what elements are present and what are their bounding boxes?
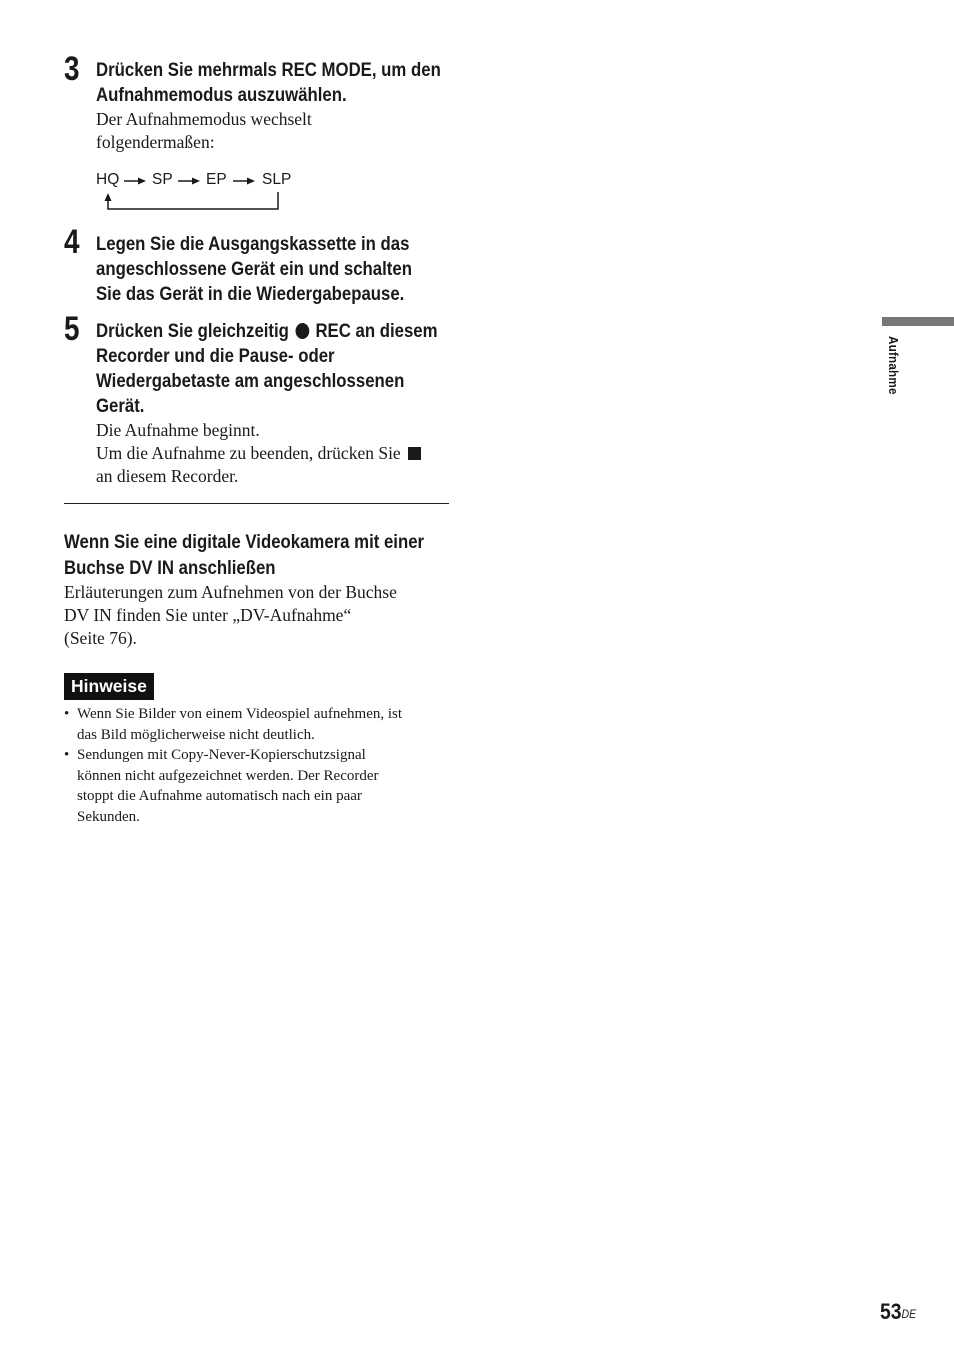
step-3-heading-line: Drücken Sie mehrmals REC MODE, um den xyxy=(96,59,441,81)
mode-slp: SLP xyxy=(262,171,292,188)
step-5-heading-line: Gerät. xyxy=(96,395,145,417)
step-3-body xyxy=(96,108,312,154)
note-line: • Sendungen mit Copy-Never-Kopierschutzsignal xyxy=(77,747,366,763)
page-language-suffix: DE xyxy=(901,1307,917,1321)
record-mode-cycle-diagram xyxy=(96,170,316,215)
arrow-slp-back-to-hq xyxy=(108,192,278,209)
step-4-heading xyxy=(96,232,455,307)
stop-icon xyxy=(408,447,421,460)
note-item xyxy=(64,745,454,827)
step-5-body-text: Um die Aufnahme zu beenden, drücken Sie xyxy=(96,443,401,463)
page-number xyxy=(880,1299,916,1325)
side-tab-bar xyxy=(882,317,954,326)
step-5-body xyxy=(96,419,456,488)
note-line: Sekunden. xyxy=(77,808,140,825)
step-5-heading-text: Drücken Sie gleichzeitig xyxy=(96,320,289,342)
note-line: • Wenn Sie Bilder von einem Videospiel aufnehmen, ist xyxy=(77,706,403,722)
step-5-heading-line xyxy=(96,319,455,344)
step-5-heading-text: REC an diesem xyxy=(315,320,438,342)
step-5-heading-line: Wiedergabetaste am angeschlossenen xyxy=(96,370,405,392)
step-5-body-line xyxy=(96,442,456,465)
note-item xyxy=(64,704,454,745)
step-3-heading-line: Aufnahmemodus auszuwählen. xyxy=(96,84,347,106)
dv-section-body-line: Erläuterungen zum Aufnehmen von der Buchse xyxy=(64,582,397,602)
mode-hq: HQ xyxy=(96,171,120,188)
mode-ep: EP xyxy=(206,171,227,188)
arrow-hq-sp-head xyxy=(138,178,146,185)
mode-cycle-arrows xyxy=(96,170,316,215)
dv-section-body-line: DV IN finden Sie unter „DV-Aufnahme“ xyxy=(64,605,352,625)
arrow-sp-ep-head xyxy=(192,178,200,185)
step-3-body-line: folgendermaßen: xyxy=(96,132,215,152)
dv-section-body-line: (Seite 76). xyxy=(64,628,137,648)
step-3-body-line: Der Aufnahmemodus wechselt xyxy=(96,109,312,129)
notes-list xyxy=(64,704,454,827)
step-5-body-line: an diesem Recorder. xyxy=(96,466,239,486)
page-number-value: 53 xyxy=(880,1299,902,1324)
side-tab-label: Aufnahme xyxy=(886,336,901,395)
dv-section-body xyxy=(64,581,454,650)
step-5-heading-line: Recorder und die Pause- oder xyxy=(96,345,335,367)
dv-section-heading-line: Wenn Sie eine digitale Videokamera mit einer xyxy=(64,531,425,553)
dv-section-heading xyxy=(64,530,447,581)
arrow-ep-slp-head xyxy=(247,178,255,185)
note-line: können nicht aufgezeichnet werden. Der Recorder xyxy=(77,767,379,784)
notes-label: Hinweise xyxy=(64,673,154,700)
step-4-heading-line: Legen Sie die Ausgangskassette in das xyxy=(96,233,410,255)
record-icon xyxy=(295,323,309,339)
note-line: stoppt die Aufnahme automatisch nach ein paar xyxy=(77,788,362,804)
dv-section-heading-line: Buchse DV IN anschließen xyxy=(64,556,276,579)
step-5-heading xyxy=(96,319,455,419)
step-4-heading-line: Sie das Gerät in die Wiedergabepause. xyxy=(96,283,405,305)
note-line: das Bild möglicherweise nicht deutlich. xyxy=(77,726,315,743)
step-4-heading-line: angeschlossene Gerät ein und schalten xyxy=(96,258,412,280)
step-3-heading xyxy=(96,58,455,108)
mode-sp: SP xyxy=(152,171,173,188)
arrow-return-head xyxy=(105,193,112,201)
step-number-5: 5 xyxy=(64,310,80,348)
step-number-3: 3 xyxy=(64,50,80,88)
step-5-body-line: Die Aufnahme beginnt. xyxy=(96,420,260,440)
step-number-4: 4 xyxy=(64,223,80,261)
section-divider xyxy=(64,503,449,504)
